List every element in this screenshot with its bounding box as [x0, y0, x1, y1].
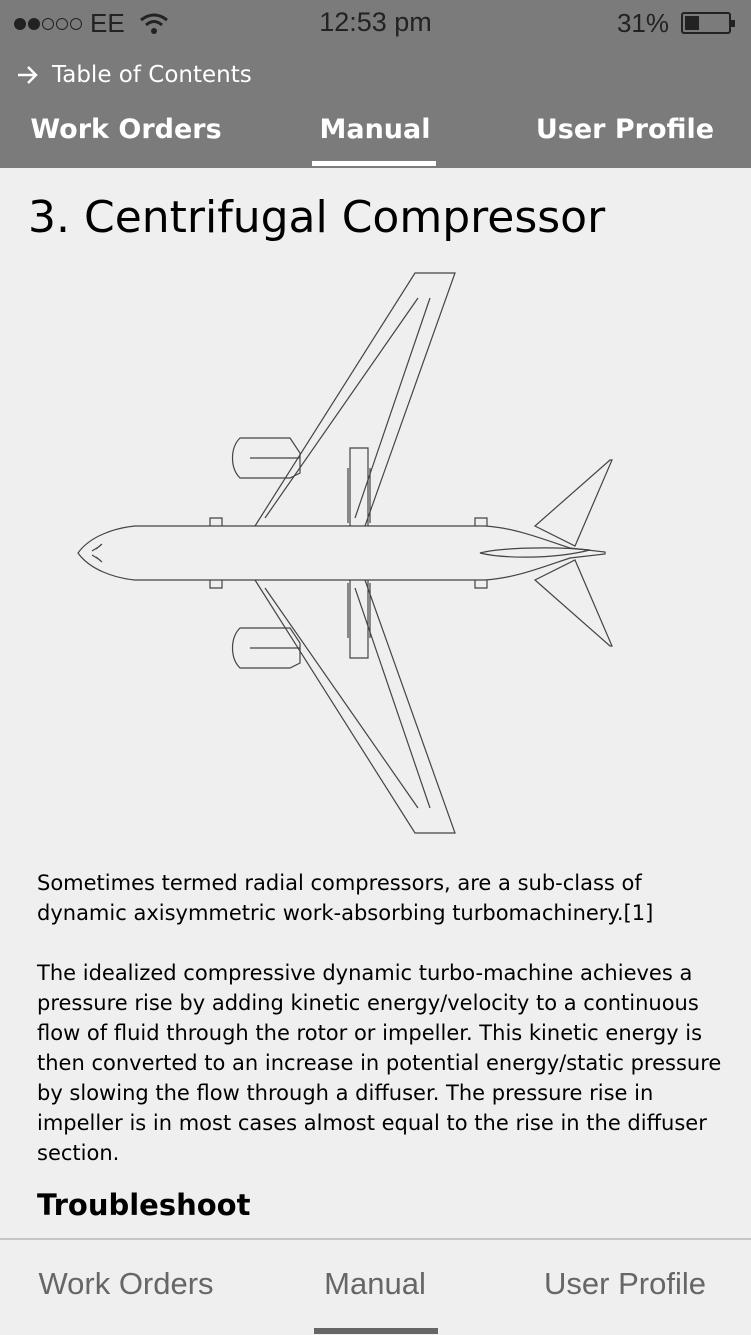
bottom-tab-user-profile[interactable]: User Profile	[544, 1266, 706, 1301]
active-tab-indicator	[312, 161, 436, 166]
bottom-active-indicator	[314, 1328, 438, 1334]
carrier-label: EE	[90, 8, 125, 38]
manual-content[interactable]	[0, 168, 751, 1238]
bottom-tab-manual[interactable]: Manual	[324, 1266, 426, 1301]
bottom-tab-work-orders[interactable]: Work Orders	[38, 1266, 214, 1301]
top-tabs	[0, 114, 751, 168]
battery-percent: 31%	[616, 8, 669, 38]
page-title: 3. Centrifugal Compressor	[28, 192, 606, 243]
bottom-nav	[0, 1238, 751, 1335]
tab-manual[interactable]: Manual	[319, 114, 431, 145]
aircraft-diagram	[70, 268, 620, 838]
intro-paragraph: Sometimes termed radial compressors, are a sub-class of dynamic axisymmetric work-absorbing turbomachinery.[1]	[37, 871, 654, 925]
description-paragraph: The idealized compressive dynamic turbo-machine achieves a pressure rise by adding kinetic energy/velocity to a continuous flow of fluid through the rotor or impeller. This kinetic energy is then converted to an increase in potential energy/static pressure by slowing the flow through a diffuser. The pressure rise in impeller is in most cases almost equal to the rise in the diffuser section.	[37, 961, 722, 1165]
battery-icon	[681, 12, 731, 34]
status-time: 12:53 pm	[319, 7, 432, 37]
table-of-contents-link[interactable]	[16, 62, 252, 88]
table-of-contents-label: Table of Contents	[52, 62, 252, 88]
top-nav	[0, 46, 751, 168]
arrow-right-icon	[16, 64, 40, 86]
tab-work-orders[interactable]: Work Orders	[30, 114, 222, 145]
troubleshoot-heading: Troubleshoot	[37, 1188, 251, 1222]
status-bar	[0, 0, 751, 46]
tab-user-profile[interactable]: User Profile	[535, 114, 715, 145]
